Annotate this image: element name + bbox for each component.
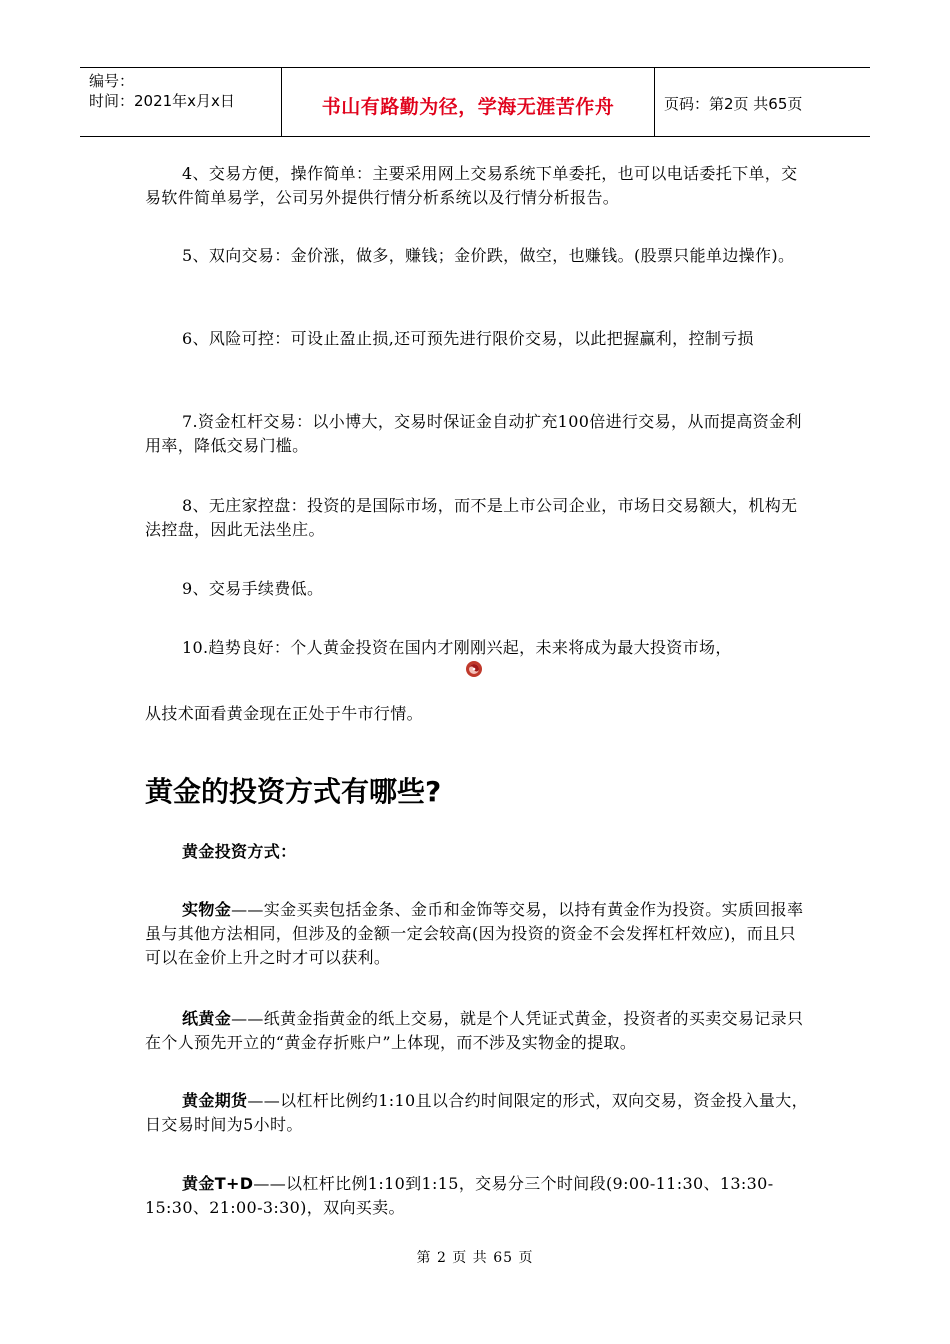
method-paper-text: ——纸黄金指黄金的纸上交易，就是个人凭证式黄金，投资者的买卖交易记录只在个人预先开立的“黄金存折账户”上体现，而不涉及实物金的提取。 — [145, 1009, 804, 1052]
paragraph-9 — [145, 577, 810, 601]
time-label: 时间：2021年x月x日 — [89, 92, 235, 110]
header-middle-cell — [282, 68, 655, 136]
paragraph-6 — [145, 327, 810, 351]
page-footer: 第 2 页 共 65 页 — [416, 1250, 534, 1266]
paragraph-5-text: 5、双向交易：金价涨，做多，赚钱；金价跌，做空，也赚钱。(股票只能单边操作)。 — [182, 246, 795, 265]
paragraph-10-text: 10.趋势良好：个人黄金投资在国内才刚刚兴起，未来将成为最大投资市场， — [182, 638, 732, 657]
serial-label: 编号： — [89, 72, 135, 90]
motto: 书山有路勤为径，学海无涯苦作舟 — [321, 96, 615, 118]
methods-intro-text: 黄金投资方式： — [182, 842, 297, 861]
paragraph-7-text: 7.资金杠杆交易：以小博大，交易时保证金自动扩充100倍进行交易，从而提高资金利用率，降低交易门槛。 — [145, 412, 802, 455]
header-left-cell — [80, 68, 282, 136]
swirl-logo-icon — [465, 660, 483, 678]
paragraph-8 — [145, 494, 810, 542]
paragraph-9-text: 9、交易手续费低。 — [182, 579, 324, 598]
page-info: 页码：第2页 共65页 — [664, 95, 803, 113]
section-heading: 黄金的投资方式有哪些? — [145, 775, 442, 808]
paragraph-7 — [145, 410, 810, 458]
paragraph-4-text: 4、交易方便，操作简单：主要采用网上交易系统下单委托，也可以电话委托下单，交易软件简单易学，公司另外提供行情分析系统以及行情分析报告。 — [145, 164, 798, 207]
paragraph-4 — [145, 162, 810, 210]
method-gold-futures — [145, 1089, 810, 1137]
method-physical-text: ——实金买卖包括金条、金币和金饰等交易，以持有黄金作为投资。实质回报率虽与其他方法相同，但涉及的金额一定会较高(因为投资的资金不会发挥杠杆效应)，而且只可以在金价上升之时才可以获利。 — [145, 900, 804, 967]
method-physical-gold — [145, 898, 810, 970]
paragraph-8-text: 8、无庄家控盘：投资的是国际市场，而不是上市公司企业，市场日交易额大，机构无法控盘，因此无法坐庄。 — [145, 496, 798, 539]
method-td-text: ——以杠杆比例1:10到1:15，交易分三个时间段(9:00-11:30、13:30-15:30、21:00-3:30)，双向买卖。 — [145, 1174, 774, 1217]
paragraph-6-text: 6、风险可控：可设止盈止损,还可预先进行限价交易，以此把握赢利，控制亏损 — [182, 329, 754, 348]
method-paper-gold — [145, 1007, 810, 1055]
paragraph-10-continued — [145, 702, 810, 726]
method-physical-term: 实物金 — [182, 900, 232, 919]
document-header — [80, 67, 870, 137]
paragraph-10 — [145, 636, 810, 660]
methods-intro — [145, 840, 810, 864]
paragraph-10-continued-text: 从技术面看黄金现在正处于牛市行情。 — [145, 704, 423, 723]
method-td-term: 黄金T+D — [182, 1174, 254, 1193]
header-right-cell — [655, 68, 870, 136]
method-futures-term: 黄金期货 — [182, 1091, 248, 1110]
paragraph-5 — [145, 244, 810, 268]
method-gold-td — [145, 1172, 810, 1220]
method-paper-term: 纸黄金 — [182, 1009, 232, 1028]
method-futures-text: ——以杠杆比例约1:10且以合约时间限定的形式，双向交易，资金投入量大，日交易时间为5小时。 — [145, 1091, 808, 1134]
